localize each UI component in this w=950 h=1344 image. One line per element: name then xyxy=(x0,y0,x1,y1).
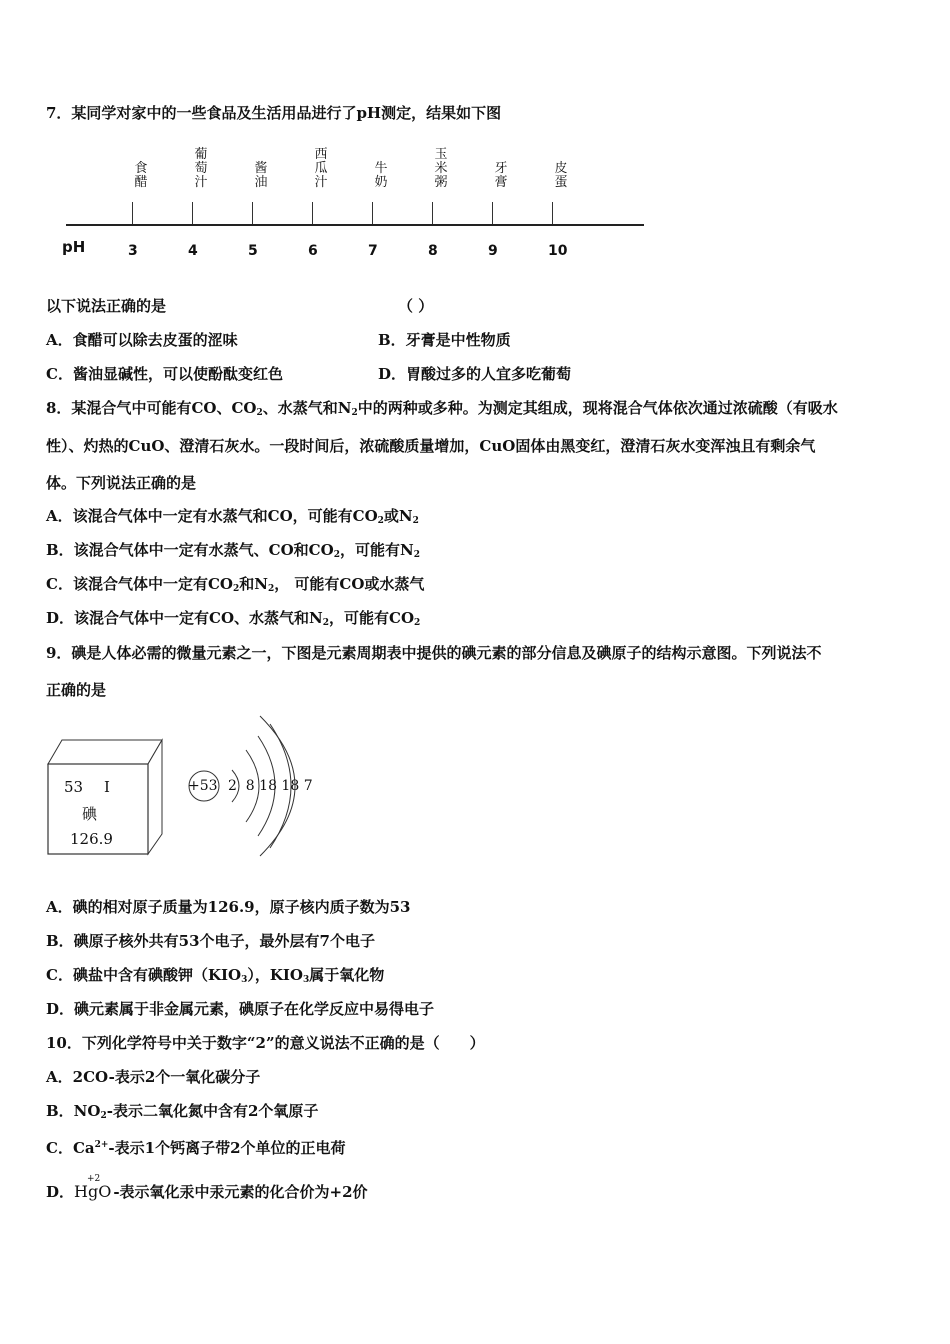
element-symbol: I xyxy=(104,778,110,796)
ph-tick-label: 10 xyxy=(548,243,568,259)
electron-shells: 2 8 18 18 7 xyxy=(228,778,313,794)
ph-tick xyxy=(552,202,553,224)
ph-tick xyxy=(492,202,493,224)
ph-tick-label: 6 xyxy=(308,243,318,259)
ph-item-label: 皮蛋 xyxy=(554,161,568,190)
q10-option-a: A．2CO-表示2个一氧化碳分子 xyxy=(46,1068,261,1086)
hgo-formula: +2 HgO xyxy=(74,1182,111,1202)
nucleus-charge: +53 xyxy=(188,778,218,794)
element-number: 53 xyxy=(64,778,84,796)
q8-stem-line3: 体。下列说法正确的是 xyxy=(46,474,197,492)
q8-option-c: C．该混合气体中一定有$CO_2$和$N_2$， 可能有CO或水蒸气 xyxy=(46,575,425,594)
q8-stem-line1: 8．某混合气中可能有CO、$CO_2$、水蒸气和$N_2$中的两种或多种。为测定其组成，现将混合气体依次通过浓硫酸（有吸水 xyxy=(46,399,838,418)
q9-option-a: A．碘的相对原子质量为126.9，原子核内质子数为53 xyxy=(46,898,411,916)
q10-option-c: C．$Ca^{2+}-$表示1个钙离子带2个单位的正电荷 xyxy=(46,1139,346,1157)
ph-item-label: 玉米粥 xyxy=(434,147,448,190)
q8-stem-line2: 性）、灼热的CuO、澄清石灰水。一段时间后，浓硫酸质量增加，CuO固体由黑变红，澄清石灰水变浑浊且有剩余气 xyxy=(46,437,816,455)
q7-stem: 7．某同学对家中的一些食品及生活用品进行了pH测定，结果如下图 xyxy=(46,104,502,122)
ph-tick xyxy=(432,202,433,224)
q8-option-a: A．该混合气体中一定有水蒸气和CO，可能有$CO_2$或$N_2$ xyxy=(46,507,419,526)
q7-prompt: 以下说法正确的是 xyxy=(46,297,167,315)
ph-axis-line xyxy=(66,224,644,226)
ph-tick-label: 3 xyxy=(128,243,138,259)
q10-stem: 10．下列化学符号中关于数字“2”的意义说法不正确的是（ ） xyxy=(46,1034,485,1052)
q10-option-b: B．$NO_2-$表示二氧化氮中含有2个氧原子 xyxy=(46,1102,319,1121)
ph-item-label: 牛奶 xyxy=(374,161,388,190)
q9-option-b: B．碘原子核外共有53个电子，最外层有7个电子 xyxy=(46,932,375,950)
q10-option-d: D． +2 HgO -表示氧化汞中汞元素的化合价为+2价 xyxy=(46,1182,368,1202)
ph-item-label: 葡萄汁 xyxy=(194,147,208,190)
q7-option-c: C．酱油显碱性，可以使酚酞变红色 xyxy=(46,365,283,383)
q8-option-b: B．该混合气体中一定有水蒸气、CO和$CO_2$，可能有$N_2$ xyxy=(46,541,420,560)
q7-option-b: B．牙膏是中性物质 xyxy=(378,331,511,349)
q9-option-c: C．碘盐中含有碘酸钾$(KIO_3)$，$KIO_3$属于氧化物 xyxy=(46,966,385,985)
ph-tick xyxy=(132,202,133,224)
q8-option-d: D．该混合气体中一定有CO、水蒸气和$N_2$，可能有$CO_2$ xyxy=(46,609,421,628)
valence-mark: +2 xyxy=(87,1174,101,1184)
ph-tick xyxy=(252,202,253,224)
q7-option-a: A．食醋可以除去皮蛋的涩味 xyxy=(46,331,238,349)
q7-option-d: D．胃酸过多的人宜多吃葡萄 xyxy=(378,365,572,383)
ph-axis-label: pH xyxy=(62,238,86,256)
ph-tick-label: 8 xyxy=(428,243,438,259)
ph-item-label: 酱油 xyxy=(254,161,268,190)
element-mass: 126.9 xyxy=(70,830,113,848)
ph-tick-label: 7 xyxy=(368,243,378,259)
ph-tick-label: 9 xyxy=(488,243,498,259)
q7-bracket: （ ） xyxy=(398,297,434,315)
ph-tick xyxy=(192,202,193,224)
q9-stem-line1: 9．碘是人体必需的微量元素之一，下图是元素周期表中提供的碘元素的部分信息及碘原子的结构示意图。下列说法不 xyxy=(46,644,822,662)
ph-item-label: 牙膏 xyxy=(494,161,508,190)
ph-tick xyxy=(312,202,313,224)
q9-option-d: D．碘元素属于非金属元素，碘原子在化学反应中易得电子 xyxy=(46,1000,435,1018)
ph-tick xyxy=(372,202,373,224)
element-name: 碘 xyxy=(82,805,98,823)
ph-tick-label: 4 xyxy=(188,243,198,259)
ph-item-label: 西瓜汁 xyxy=(314,147,328,190)
ph-tick-label: 5 xyxy=(248,243,258,259)
ph-item-label: 食醋 xyxy=(134,161,148,190)
q9-stem-line2: 正确的是 xyxy=(46,681,107,699)
